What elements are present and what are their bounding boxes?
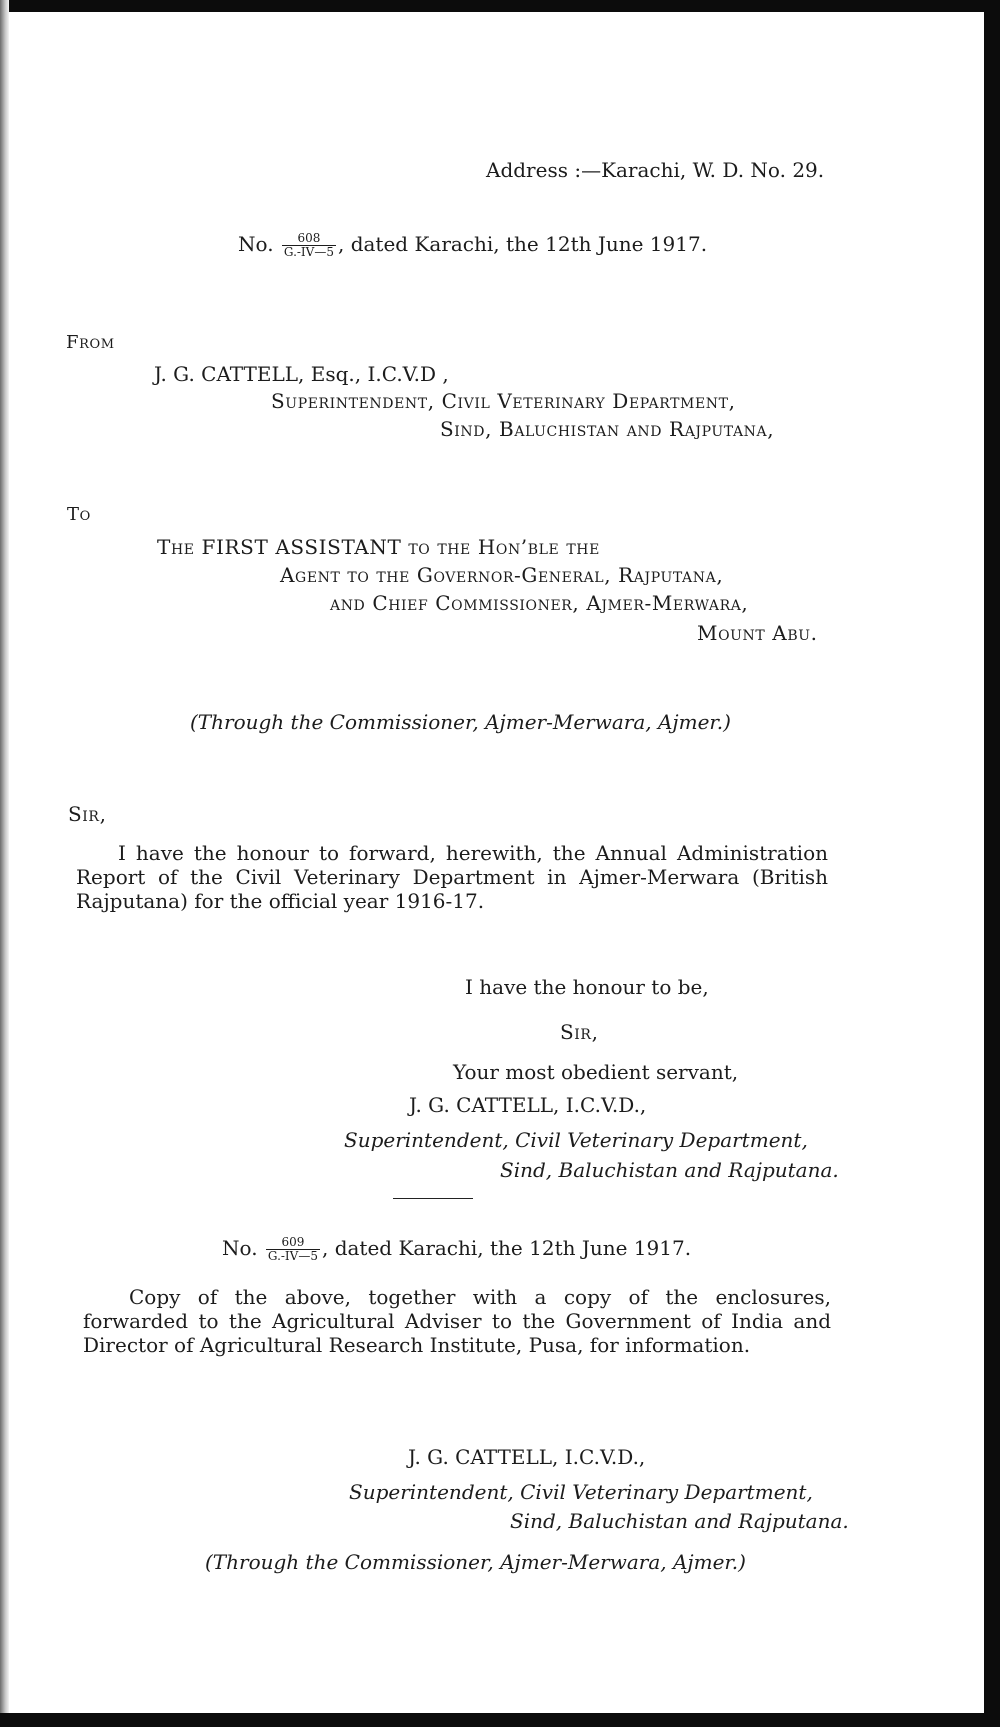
through-note: (Through the Commissioner, Ajmer-Merwara, Ajmer.) [190, 710, 731, 734]
scan-left-edge [0, 0, 9, 1727]
to-line-4: Mount Abu. [697, 621, 818, 645]
signature-title-2: Sind, Baluchistan and Rajputana. [500, 1158, 839, 1182]
signature: J. G. CATTELL, I.C.V.D., [409, 1093, 647, 1117]
copy-number [222, 1236, 691, 1263]
fraction-denominator: G.-IV—5 [267, 1249, 318, 1263]
letter-number-prefix: No. [238, 232, 274, 256]
scan-bottom-border [0, 1713, 1000, 1727]
copy-number-prefix: No. [222, 1236, 258, 1260]
copy-through-note: (Through the Commissioner, Ajmer-Merwara, Ajmer.) [205, 1550, 746, 1574]
letter-number-fraction [282, 232, 336, 259]
from-name: J. G. CATTELL, Esq., I.C.V.D , [154, 362, 449, 386]
copy-signature-title-2: Sind, Baluchistan and Rajputana. [510, 1509, 849, 1533]
fraction-numerator: 608 [282, 232, 336, 246]
closing-line-2: Sir, [560, 1020, 599, 1044]
fraction-numerator: 609 [266, 1236, 320, 1250]
scan-top-border [0, 0, 1000, 12]
to-label: To [67, 504, 91, 525]
to-line-1: The FIRST ASSISTANT to the Hon’ble the [157, 535, 600, 559]
copy-number-fraction [266, 1236, 320, 1263]
copy-date: , dated Karachi, the 12th June 1917. [321, 1236, 692, 1260]
letter-number [238, 232, 707, 259]
from-title-2: Sind, Baluchistan and Rajputana, [440, 417, 775, 441]
to-line-3: and Chief Commissioner, Ajmer-Merwara, [330, 591, 749, 615]
salutation: Sir, [68, 802, 107, 826]
letter-date: , dated Karachi, the 12th June 1917. [337, 232, 708, 256]
from-title-1: Superintendent, Civil Veterinary Department, [271, 389, 736, 413]
signature-title-1: Superintendent, Civil Veterinary Department, [344, 1128, 808, 1152]
copy-body: Copy of the above, together with a copy of the enclosures, forwarded to the Agricultural Adviser to the Government of India and Director of Agricultural Research Institute, Pusa, for information. [83, 1285, 831, 1357]
copy-signature-title-1: Superintendent, Civil Veterinary Department, [349, 1480, 813, 1504]
fraction-denominator: G.-IV—5 [283, 245, 334, 259]
closing-line-1: I have the honour to be, [465, 975, 709, 999]
address-line: Address :—Karachi, W. D. No. 29. [486, 158, 825, 182]
letter-body: I have the honour to forward, herewith, the Annual Administration Report of the Civil Veterinary Department in Ajmer-Merwara (British Rajputana) for the official year 1916-17. [76, 841, 828, 913]
from-label: From [66, 332, 115, 353]
closing-line-3: Your most obedient servant, [453, 1060, 739, 1084]
section-divider [393, 1198, 473, 1199]
copy-signature: J. G. CATTELL, I.C.V.D., [408, 1445, 646, 1469]
scan-right-border [984, 0, 1000, 1727]
to-line-2: Agent to the Governor-General, Rajputana, [280, 563, 724, 587]
